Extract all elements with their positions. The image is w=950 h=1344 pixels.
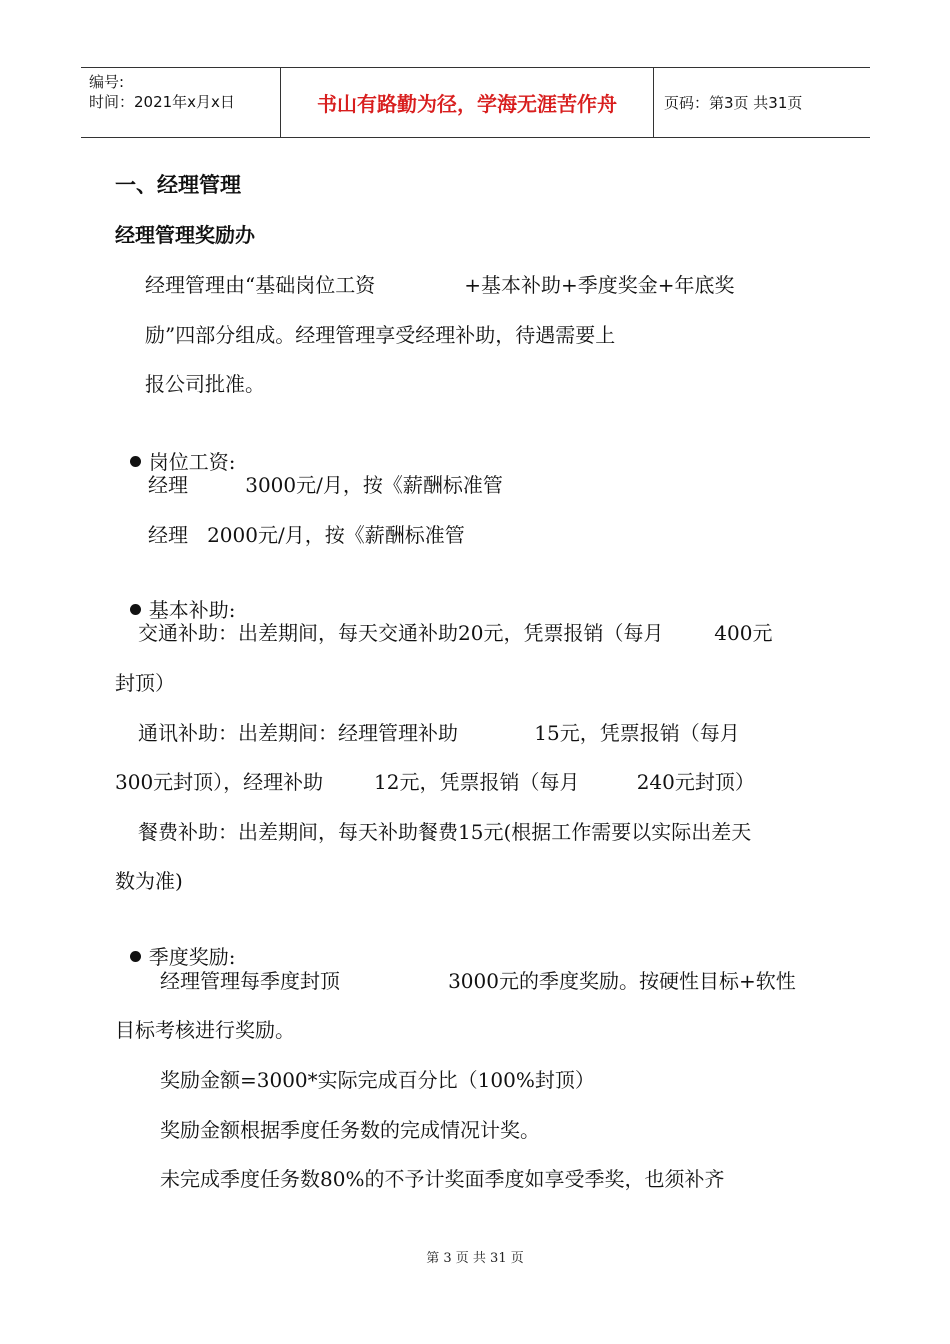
bullet-icon — [130, 456, 141, 467]
paragraph-line: 300元封顶），经理补助 12元，凭票报销（每月 240元封顶） — [115, 770, 755, 794]
bullet-icon — [130, 604, 141, 615]
bullet-item — [117, 918, 235, 970]
paragraph-line: 通讯补助：出差期间：经理管理补助 15元，凭票报销（每月 — [138, 721, 740, 745]
paragraph-line: 数为准) — [115, 869, 183, 893]
bullet-item — [117, 571, 235, 623]
paragraph-line: 奖励金额=3000*实际完成百分比（100%封顶） — [160, 1068, 595, 1092]
bullet-label: 基本补助: — [148, 598, 236, 622]
page-footer: 第 3 页 共 31 页 — [426, 1251, 524, 1266]
bullet-label: 岗位工资: — [148, 450, 236, 474]
paragraph-line: 经理管理由“基础岗位工资 +基本补助+季度奖金+年底奖 — [145, 273, 735, 297]
header-id-label: 编号: — [89, 73, 125, 91]
section-heading: 一、经理管理 — [115, 173, 241, 197]
paragraph-line: 未完成季度任务数80%的不予计奖面季度如享受季奖，也须补齐 — [160, 1167, 725, 1191]
paragraph-line: 报公司批准。 — [145, 372, 265, 396]
header-date-label: 时间：2021年x月x日 — [89, 93, 235, 111]
paragraph-line: 励”四部分组成。经理管理享受经理补助，待遇需要上 — [145, 323, 616, 347]
paragraph-line: 奖励金额根据季度任务数的完成情况计奖。 — [160, 1118, 540, 1142]
header-page-info: 页码：第3页 共31页 — [664, 94, 803, 112]
paragraph-line: 目标考核进行奖励。 — [115, 1018, 295, 1042]
paragraph-line: 交通补助：出差期间，每天交通补助20元，凭票报销（每月 400元 — [138, 621, 773, 645]
bullet-icon — [130, 951, 141, 962]
header-motto: 书山有路勤为径，学海无涯苦作舟 — [281, 68, 654, 137]
paragraph-line: 封顶） — [115, 671, 175, 695]
header-meta — [81, 68, 281, 137]
paragraph-line: 餐费补助：出差期间，每天补助餐费15元(根据工作需要以实际出差天 — [138, 820, 752, 844]
page-header — [81, 67, 870, 138]
paragraph-line: 经理 2000元/月，按《薪酬标准管 — [148, 523, 465, 547]
paragraph-line: 经理管理每季度封顶 3000元的季度奖励。按硬性目标+软性 — [160, 969, 796, 993]
bullet-item — [117, 423, 235, 475]
paragraph-line: 经理 3000元/月，按《薪酬标准管 — [148, 473, 503, 497]
bullet-label: 季度奖励: — [148, 945, 236, 969]
subsection-heading: 经理管理奖励办 — [115, 223, 255, 247]
